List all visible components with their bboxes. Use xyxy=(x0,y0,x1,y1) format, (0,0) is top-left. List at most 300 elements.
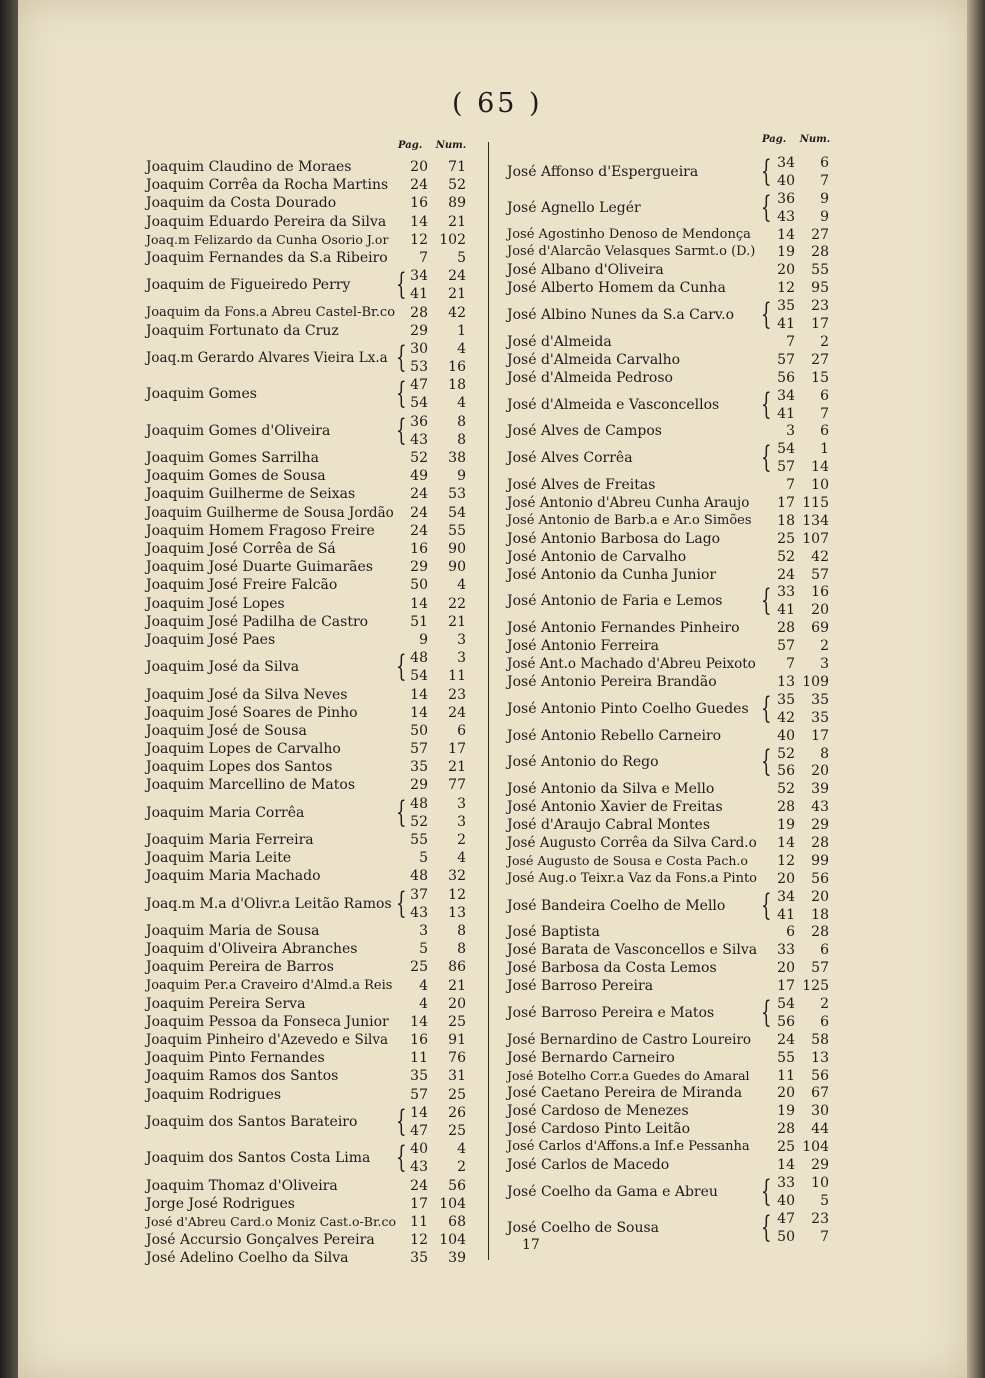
number-ref: 7 xyxy=(820,172,829,189)
entry-name: José Botelho Corr.a Guedes do Amaral xyxy=(507,1067,750,1083)
index-entry xyxy=(507,191,837,227)
page-ref: 36 xyxy=(410,413,428,430)
number-ref: 10 xyxy=(811,1174,829,1191)
number-ref: 6 xyxy=(820,155,829,171)
page-ref: 12 xyxy=(410,231,428,248)
page-ref: 47 xyxy=(777,1210,795,1227)
number-ref: 7 xyxy=(820,405,829,422)
entry-name: José Carlos de Macedo xyxy=(507,1157,670,1174)
index-entry xyxy=(146,486,476,504)
index-entry xyxy=(146,759,476,777)
index-entry xyxy=(146,978,476,996)
number-ref: 3 xyxy=(820,656,829,673)
number-ref: 57 xyxy=(811,960,829,977)
index-entry xyxy=(146,559,476,577)
number-ref: 5 xyxy=(457,249,466,266)
entry-name: Joaquim Pereira Serva xyxy=(146,995,306,1012)
number-ref: 21 xyxy=(448,286,466,303)
number-ref: 76 xyxy=(448,1050,466,1067)
number-ref: 55 xyxy=(448,522,466,539)
page-ref: 25 xyxy=(410,959,428,976)
number-ref: 9 xyxy=(820,190,829,207)
index-entry xyxy=(507,817,837,835)
number-ref: 13 xyxy=(448,904,466,921)
number-ref: 29 xyxy=(811,817,829,834)
entry-name: José Bandeira Coelho de Mello xyxy=(507,897,726,914)
page-ref: 14 xyxy=(777,226,795,243)
index-entry xyxy=(507,692,837,728)
index-entry xyxy=(146,305,476,323)
entry-name: José d'Araujo Cabral Montes xyxy=(507,817,711,834)
page-ref: 41 xyxy=(777,405,795,422)
entry-name: José Alves de Campos xyxy=(507,423,662,440)
index-entry xyxy=(507,370,837,388)
entry-name: Joaquim José Corrêa de Sá xyxy=(146,541,336,557)
index-entry xyxy=(146,195,476,213)
entry-name: José Coelho da Gama e Abreu xyxy=(507,1183,718,1200)
entry-name: José Alves de Freitas xyxy=(507,477,656,494)
index-entry xyxy=(146,923,476,941)
brace-mark: { xyxy=(761,1209,772,1245)
entry-name: José Accursio Gonçalves Pereira xyxy=(146,1232,375,1249)
number-ref: 2 xyxy=(820,638,829,655)
number-ref: 38 xyxy=(448,450,466,467)
entry-name: José Antonio de Faria e Lemos xyxy=(507,593,723,610)
index-entry xyxy=(146,1141,476,1177)
number-ref: 25 xyxy=(448,1013,466,1030)
index-entry xyxy=(507,1121,837,1139)
number-ref: 67 xyxy=(811,1085,829,1102)
page-ref: 52 xyxy=(777,781,795,798)
page-ref: 7 xyxy=(786,333,795,350)
page-ref: 17 xyxy=(777,978,795,995)
page-ref: 43 xyxy=(410,904,428,921)
index-entry xyxy=(507,978,837,996)
page-ref: 33 xyxy=(777,584,795,601)
entry-name: Joaquim Gomes xyxy=(146,386,257,403)
number-ref: 52 xyxy=(448,177,466,194)
number-ref: 104 xyxy=(802,1139,829,1156)
entry-name: José Antonio Ferreira xyxy=(507,638,659,655)
index-entry xyxy=(507,835,837,853)
page-ref: 43 xyxy=(410,1159,428,1176)
page-ref: 35 xyxy=(410,759,428,776)
page-ref: 19 xyxy=(777,817,795,834)
page-ref: 34 xyxy=(777,888,795,905)
page-ref: 18 xyxy=(777,512,795,529)
number-ref: 26 xyxy=(448,1104,466,1121)
number-ref: 20 xyxy=(811,602,829,619)
number-ref: 1 xyxy=(457,322,466,339)
entry-name: José Affonso d'Espergueira xyxy=(507,163,699,180)
index-entry xyxy=(507,960,837,978)
entry-name: Joaquim d'Oliveira Abranches xyxy=(146,941,358,958)
number-ref: 18 xyxy=(448,377,466,394)
page-ref: 35 xyxy=(410,1250,428,1267)
page-ref: 40 xyxy=(777,1192,795,1209)
entry-name: José Antonio do Rego xyxy=(507,754,659,771)
number-ref: 90 xyxy=(448,559,466,576)
page-ref: 11 xyxy=(410,1214,428,1231)
number-ref: 27 xyxy=(811,351,829,368)
number-ref: 107 xyxy=(802,530,829,547)
entry-name: Joaquim Guilherme de Seixas xyxy=(146,486,356,503)
index-entry xyxy=(507,1103,837,1121)
number-ref: 17 xyxy=(448,741,466,758)
number-ref: 2 xyxy=(820,333,829,350)
number-ref: 89 xyxy=(448,195,466,212)
entry-name: Joaquim Claudino de Moraes xyxy=(146,159,352,175)
number-ref: 21 xyxy=(448,213,466,230)
page-ref: 43 xyxy=(410,431,428,448)
page-ref: 17 xyxy=(777,495,795,511)
number-ref: 8 xyxy=(457,922,466,939)
entry-name: José Agostinho Denoso de Mendonça xyxy=(507,226,751,242)
number-ref: 4 xyxy=(457,395,466,412)
number-ref: 42 xyxy=(448,304,466,321)
page-ref: 14 xyxy=(777,834,795,851)
page-ref: 17 xyxy=(410,1195,428,1212)
number-ref: 23 xyxy=(811,298,829,315)
page-ref: 41 xyxy=(410,286,428,303)
index-entry xyxy=(507,280,837,298)
pag-header: Pag. xyxy=(398,140,423,151)
brace-mark: { xyxy=(396,412,407,448)
entry-name: Joaquim dos Santos Costa Lima xyxy=(146,1150,371,1167)
entry-name: José Ant.o Machado d'Abreu Peixoto xyxy=(507,656,756,673)
number-ref: 20 xyxy=(811,888,829,905)
number-ref: 28 xyxy=(811,924,829,941)
index-entry xyxy=(507,799,837,817)
page-ref: 41 xyxy=(777,602,795,619)
index-entry xyxy=(507,781,837,799)
page-ref: 34 xyxy=(777,387,795,404)
entry-name: José d'Abreu Card.o Moniz Cast.o-Br.co xyxy=(146,1214,397,1230)
page-ref: 14 xyxy=(410,704,428,721)
entry-name: Joaquim José Lopes xyxy=(146,595,285,612)
page-ref: 50 xyxy=(777,1228,795,1245)
number-ref: 6 xyxy=(820,942,829,959)
index-entry xyxy=(507,423,837,441)
index-entry xyxy=(146,941,476,959)
number-ref: 35 xyxy=(811,691,829,708)
number-ref: 8 xyxy=(820,745,829,762)
entry-name: Joaquim José Padilha de Castro xyxy=(146,613,369,630)
entry-name: José Caetano Pereira de Miranda xyxy=(507,1085,743,1102)
page-ref: 52 xyxy=(410,450,428,467)
number-ref: 56 xyxy=(448,1177,466,1194)
page-ref: 16 xyxy=(410,1032,428,1049)
page-ref: 57 xyxy=(777,459,795,476)
page-ref: 29 xyxy=(410,559,428,576)
number-ref: 90 xyxy=(448,541,466,557)
index-entry xyxy=(146,1050,476,1068)
entry-name: José Carlos d'Affons.a Inf.e Pessanha xyxy=(507,1139,750,1155)
number-ref: 43 xyxy=(811,799,829,816)
number-ref: 16 xyxy=(811,584,829,601)
page-ref: 5 xyxy=(419,850,428,867)
left-index-column xyxy=(146,159,476,1269)
page-ref: 20 xyxy=(777,870,795,887)
index-entry xyxy=(507,853,837,871)
entry-name: Joaquim da Costa Dourado xyxy=(146,195,337,212)
page-ref: 24 xyxy=(410,504,428,521)
number-ref: 4 xyxy=(457,1141,466,1158)
index-entry xyxy=(146,1105,476,1141)
index-entry xyxy=(507,388,837,424)
page-ref: 24 xyxy=(777,1031,795,1048)
page-ref: 28 xyxy=(777,1121,795,1138)
number-ref: 23 xyxy=(448,686,466,703)
pag-header: Pag. xyxy=(762,134,787,145)
entry-name: José Barata de Vasconcellos e Silva xyxy=(507,942,758,959)
brace-mark: { xyxy=(396,885,407,921)
page-ref: 34 xyxy=(777,155,795,171)
entry-name: Joaq.m M.a d'Olivr.a Leitão Ramos xyxy=(146,895,392,912)
page-ref: 30 xyxy=(410,340,428,357)
page-ref: 11 xyxy=(777,1067,795,1084)
number-ref: 21 xyxy=(448,759,466,776)
index-entry xyxy=(507,1157,837,1175)
entry-name: José d'Alarcão Velasques Sarmt.o (D.) xyxy=(507,244,756,260)
index-entry xyxy=(507,549,837,567)
number-ref: 42 xyxy=(811,548,829,565)
index-entry xyxy=(146,850,476,868)
entry-name: Joaquim Maria Ferreira xyxy=(146,832,314,849)
number-ref: 12 xyxy=(448,886,466,903)
number-ref: 20 xyxy=(811,763,829,780)
index-entry xyxy=(507,728,837,746)
number-ref: 69 xyxy=(811,620,829,637)
entry-name: José Antonio Fernandes Pinheiro xyxy=(507,620,740,637)
index-entry xyxy=(146,959,476,977)
number-ref: 39 xyxy=(811,781,829,798)
entry-name: José d'Almeida xyxy=(507,333,612,350)
number-ref: 28 xyxy=(811,834,829,851)
signature-mark: 17 xyxy=(522,1237,540,1253)
entry-name: Joaquim José de Sousa xyxy=(146,722,307,739)
number-ref: 6 xyxy=(820,423,829,440)
number-ref: 14 xyxy=(811,459,829,476)
entry-name: José d'Almeida e Vasconcellos xyxy=(507,396,720,413)
page-ref: 55 xyxy=(777,1049,795,1066)
page-ref: 33 xyxy=(777,942,795,959)
number-ref: 13 xyxy=(811,1049,829,1066)
entry-name: José Cardoso Pinto Leitão xyxy=(507,1121,691,1138)
number-ref: 57 xyxy=(811,566,829,583)
page-ref: 11 xyxy=(410,1050,428,1067)
page-ref: 54 xyxy=(410,395,428,412)
entry-name: Jorge José Rodrigues xyxy=(146,1195,295,1212)
number-ref: 2 xyxy=(820,996,829,1012)
page-ref: 7 xyxy=(786,477,795,494)
index-entry xyxy=(146,796,476,832)
page-ref: 57 xyxy=(410,1086,428,1103)
index-entry xyxy=(146,1087,476,1105)
number-ref: 30 xyxy=(811,1103,829,1120)
index-entry xyxy=(146,505,476,523)
index-entry xyxy=(507,1211,837,1247)
page-ref: 29 xyxy=(410,322,428,339)
number-ref: 35 xyxy=(811,709,829,726)
page-ref: 40 xyxy=(410,1141,428,1158)
index-entry xyxy=(146,159,476,177)
page-ref: 14 xyxy=(777,1157,795,1174)
page-number: ( 65 ) xyxy=(452,88,543,119)
page-ref: 20 xyxy=(777,262,795,279)
page-ref: 3 xyxy=(786,423,795,440)
number-ref: 39 xyxy=(448,1250,466,1267)
page-ref: 35 xyxy=(777,298,795,315)
number-ref: 58 xyxy=(811,1031,829,1048)
page-ref: 50 xyxy=(410,577,428,594)
column-divider xyxy=(488,142,489,1260)
entry-name: Joaquim Fernandes da S.a Ribeiro xyxy=(146,249,388,266)
page-ref: 57 xyxy=(410,741,428,758)
index-entry xyxy=(507,674,837,692)
brace-mark: { xyxy=(761,386,772,422)
index-entry xyxy=(507,334,837,352)
number-ref: 24 xyxy=(448,268,466,285)
page-ref: 28 xyxy=(777,620,795,637)
page-ref: 16 xyxy=(410,195,428,212)
index-entry xyxy=(507,1050,837,1068)
page-ref: 47 xyxy=(410,377,428,394)
page-ref: 29 xyxy=(410,777,428,794)
index-entry xyxy=(146,650,476,686)
page-ref: 40 xyxy=(777,727,795,744)
page-ref: 24 xyxy=(410,522,428,539)
entry-name: Joaquim Pessoa da Fonseca Junior xyxy=(146,1013,389,1030)
page-ref: 35 xyxy=(410,1068,428,1085)
page-ref: 5 xyxy=(419,941,428,958)
number-ref: 44 xyxy=(811,1121,829,1138)
number-ref: 6 xyxy=(457,722,466,739)
page-ref: 3 xyxy=(419,922,428,939)
index-entry xyxy=(146,1178,476,1196)
index-entry xyxy=(507,942,837,960)
index-entry xyxy=(146,577,476,595)
number-ref: 53 xyxy=(448,486,466,503)
entry-name: José Albino Nunes da S.a Carv.o xyxy=(507,307,735,324)
page-ref: 12 xyxy=(410,1232,428,1249)
number-ref: 86 xyxy=(448,959,466,976)
index-entry xyxy=(146,341,476,377)
entry-name: Joaquim da Fons.a Abreu Castel-Br.co xyxy=(146,304,396,320)
number-ref: 95 xyxy=(811,280,829,297)
page-ref: 41 xyxy=(777,316,795,333)
index-entry xyxy=(146,232,476,250)
entry-name: Joaquim José Freire Falcão xyxy=(146,577,338,594)
brace-mark: { xyxy=(761,583,772,619)
index-entry xyxy=(507,1139,837,1157)
entry-name: Joaquim Gomes d'Oliveira xyxy=(146,422,331,439)
number-ref: 115 xyxy=(802,495,829,511)
number-ref: 8 xyxy=(457,431,466,448)
page-ref: 54 xyxy=(777,441,795,458)
number-ref: 4 xyxy=(457,577,466,594)
index-entry xyxy=(507,298,837,334)
index-entry xyxy=(507,244,837,262)
index-entry xyxy=(146,1032,476,1050)
index-entry xyxy=(146,468,476,486)
right-column-header xyxy=(762,134,840,145)
page-ref: 51 xyxy=(410,613,428,630)
index-entry xyxy=(146,1214,476,1232)
left-column-header xyxy=(398,140,476,151)
index-entry xyxy=(146,1068,476,1086)
number-ref: 8 xyxy=(457,413,466,430)
page-ref: 48 xyxy=(410,795,428,812)
page-ref: 16 xyxy=(410,541,428,557)
brace-mark: { xyxy=(761,994,772,1030)
page-ref: 52 xyxy=(410,813,428,830)
brace-mark: { xyxy=(396,267,407,303)
index-entry xyxy=(146,887,476,923)
entry-name: José Alberto Homem da Cunha xyxy=(507,280,726,297)
index-entry xyxy=(146,1250,476,1268)
number-ref: 3 xyxy=(457,631,466,648)
page-ref: 24 xyxy=(410,177,428,194)
number-ref: 54 xyxy=(448,504,466,521)
entry-name: José Antonio da Silva e Mello xyxy=(507,781,715,798)
entry-name: José Antonio Pinto Coelho Guedes xyxy=(507,700,749,717)
number-ref: 9 xyxy=(820,208,829,225)
index-entry xyxy=(146,523,476,541)
brace-mark: { xyxy=(396,649,407,685)
page-ref: 4 xyxy=(419,995,428,1012)
entry-name: Joaquim Lopes de Carvalho xyxy=(146,741,341,758)
page-ref: 43 xyxy=(777,208,795,225)
index-entry xyxy=(146,541,476,559)
entry-name: José Antonio de Carvalho xyxy=(507,548,687,565)
page-ref: 9 xyxy=(419,631,428,648)
page-ref: 7 xyxy=(419,249,428,266)
page-ref: 25 xyxy=(777,530,795,547)
index-entry xyxy=(146,777,476,795)
entry-name: José Augusto Corrêa da Silva Card.o xyxy=(507,834,757,851)
index-entry xyxy=(507,889,837,925)
number-ref: 22 xyxy=(448,595,466,612)
page-ref: 25 xyxy=(777,1139,795,1156)
entry-name: Joaquim Pinto Fernandes xyxy=(146,1050,325,1067)
entry-name: José Barroso Pereira e Matos xyxy=(507,1004,715,1021)
number-ref: 77 xyxy=(448,777,466,794)
page-ref: 35 xyxy=(777,691,795,708)
page-ref: 57 xyxy=(777,638,795,655)
number-ref: 56 xyxy=(811,870,829,887)
entry-name: José Aug.o Teixr.a Vaz da Fons.a Pinto xyxy=(507,870,758,886)
index-entry xyxy=(146,868,476,886)
entry-name: Joaq.m Felizardo da Cunha Osorio J.or xyxy=(146,231,389,247)
index-entry xyxy=(507,352,837,370)
entry-name: Joaquim Maria Leite xyxy=(146,850,292,867)
number-ref: 24 xyxy=(448,704,466,721)
index-entry xyxy=(146,250,476,268)
num-header: Num. xyxy=(799,134,831,145)
number-ref: 2 xyxy=(457,832,466,849)
index-entry xyxy=(507,1032,837,1050)
number-ref: 25 xyxy=(448,1123,466,1140)
number-ref: 71 xyxy=(448,159,466,175)
entry-name: Joaquim de Figueiredo Perry xyxy=(146,277,351,294)
index-entry xyxy=(507,620,837,638)
number-ref: 109 xyxy=(802,673,829,690)
index-entry xyxy=(507,567,837,585)
page-ref: 14 xyxy=(410,1013,428,1030)
page-ref: 54 xyxy=(777,996,795,1012)
page-ref: 14 xyxy=(410,1104,428,1121)
